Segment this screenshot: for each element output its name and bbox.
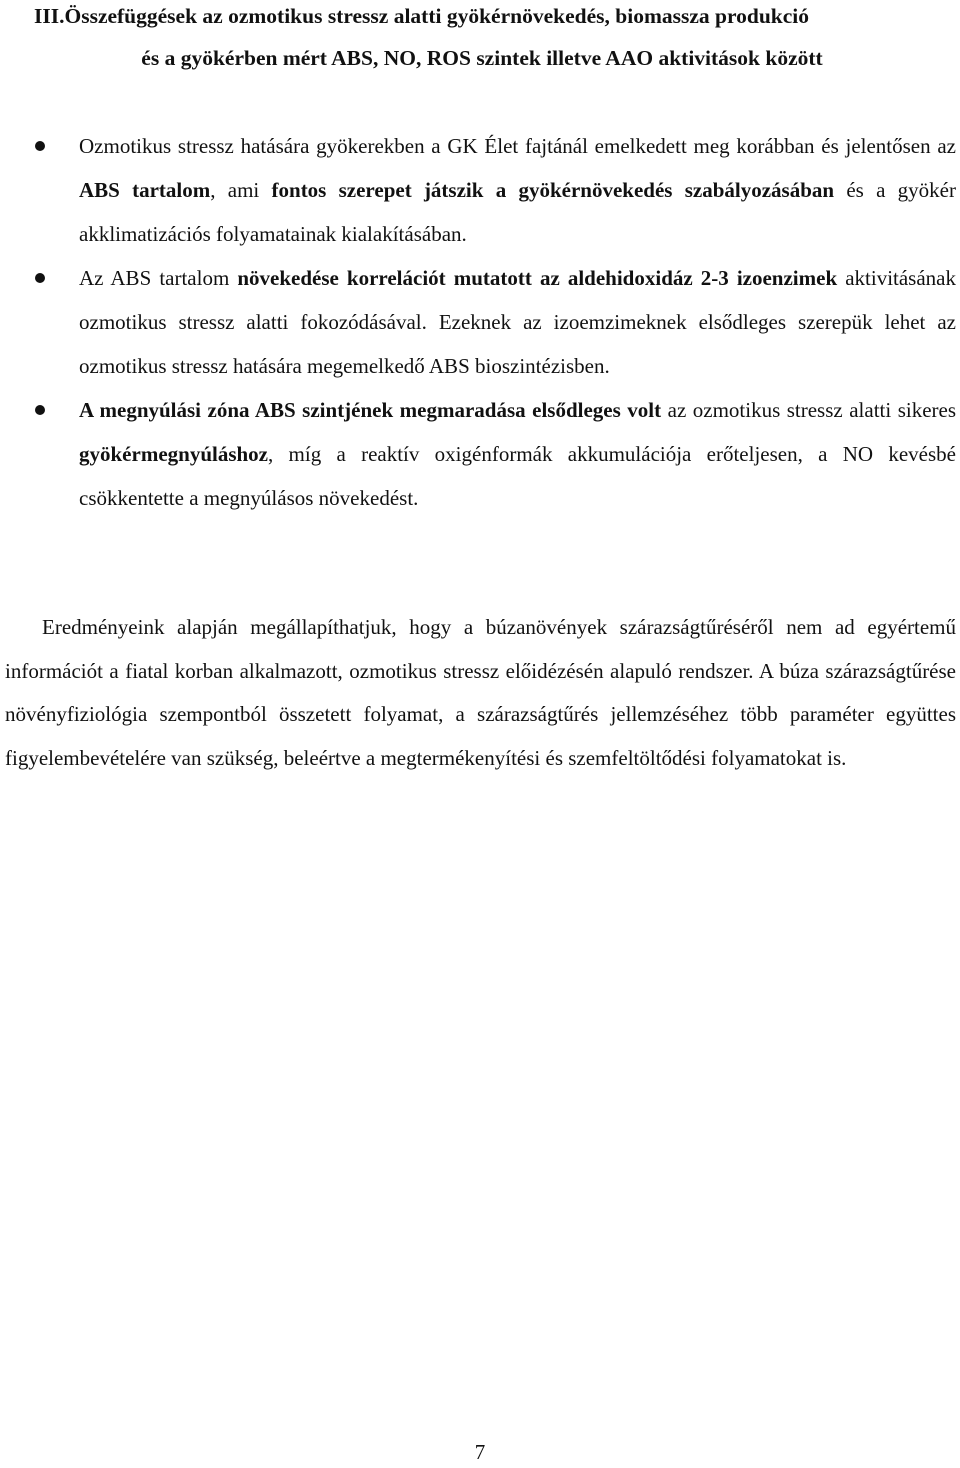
bullet-segment-bold: ABS tartalom [79,178,211,202]
bullet-text [79,266,956,378]
bullet-segment-bold: gyökérmegnyúláshoz [79,442,268,466]
bullet-item [0,256,960,388]
bullet-segment: Ozmotikus stressz hatására gyökerekben a GK Élet fajtánál emelkedett meg korábban és jelentősen az [79,134,956,158]
bullet-segment-bold: fontos szerepet játszik a gyökérnövekedés szabályozásában [271,178,835,202]
heading-title-line-1: Összefüggések az ozmotikus stressz alatti gyökérnövekedés, biomassza produkció [64,4,810,28]
section-heading [34,0,930,79]
bullet-item [0,388,960,520]
bullet-text [79,398,956,510]
bullet-dot-icon [35,273,45,283]
bullet-text [79,134,956,246]
bullet-segment: , ami [210,178,272,202]
bullet-segment: és a gyökér akklimatizációs folyamatainak kialakításában. [79,178,956,246]
heading-line-1 [34,0,930,37]
bullet-dot-icon [35,405,45,415]
bullet-segment-bold: növekedése korrelációt mutatott az aldehidoxidáz 2-3 izoenzimek [237,266,838,290]
body-paragraph: Eredményeink alapján megállapíthatjuk, hogy a búzanövények szárazságtűréséről nem ad egyértemű információt a fiatal korban alkalmazott, ozmotikus stressz előidézésén alapuló rendszer. A búza szárazságtűrése növényfiziológia szempontból összetett folyamat, a szárazságtűrés jellemzéséhez több paraméter együttes figyelembevételére van szükség, beleértve a megtermékenyítési és szemfeltöltődési folyamatokat is. [5,615,956,770]
bullet-dot-icon [35,141,45,151]
bullet-segment-bold: A megnyúlási zóna ABS szintjének megmaradása elsődleges volt [79,398,662,422]
heading-line-2: és a gyökérben mért ABS, NO, ROS szintek illetve AAO aktivitások között [141,46,823,70]
bullet-segment: Az ABS tartalom [79,266,238,290]
bullet-segment: az ozmotikus stressz alatti sikeres [661,398,957,422]
heading-number: III. [34,4,65,28]
bullet-item [0,124,960,256]
bullet-segment: aktivitásának ozmotikus stressz alatti fokozódásával. Ezeknek az izoemzimeknek elsődleges szerepük lehet az ozmotikus stressz hatására megemelkedő ABS bioszintézisben. [79,266,957,378]
bullet-list [0,124,960,520]
bullet-segment: , míg a reaktív oxigénformák akkumulációja erőteljesen, a NO kevésbé csökkentette a megnyúlásos növekedést. [79,442,956,510]
page-number: 7 [474,1440,486,1464]
